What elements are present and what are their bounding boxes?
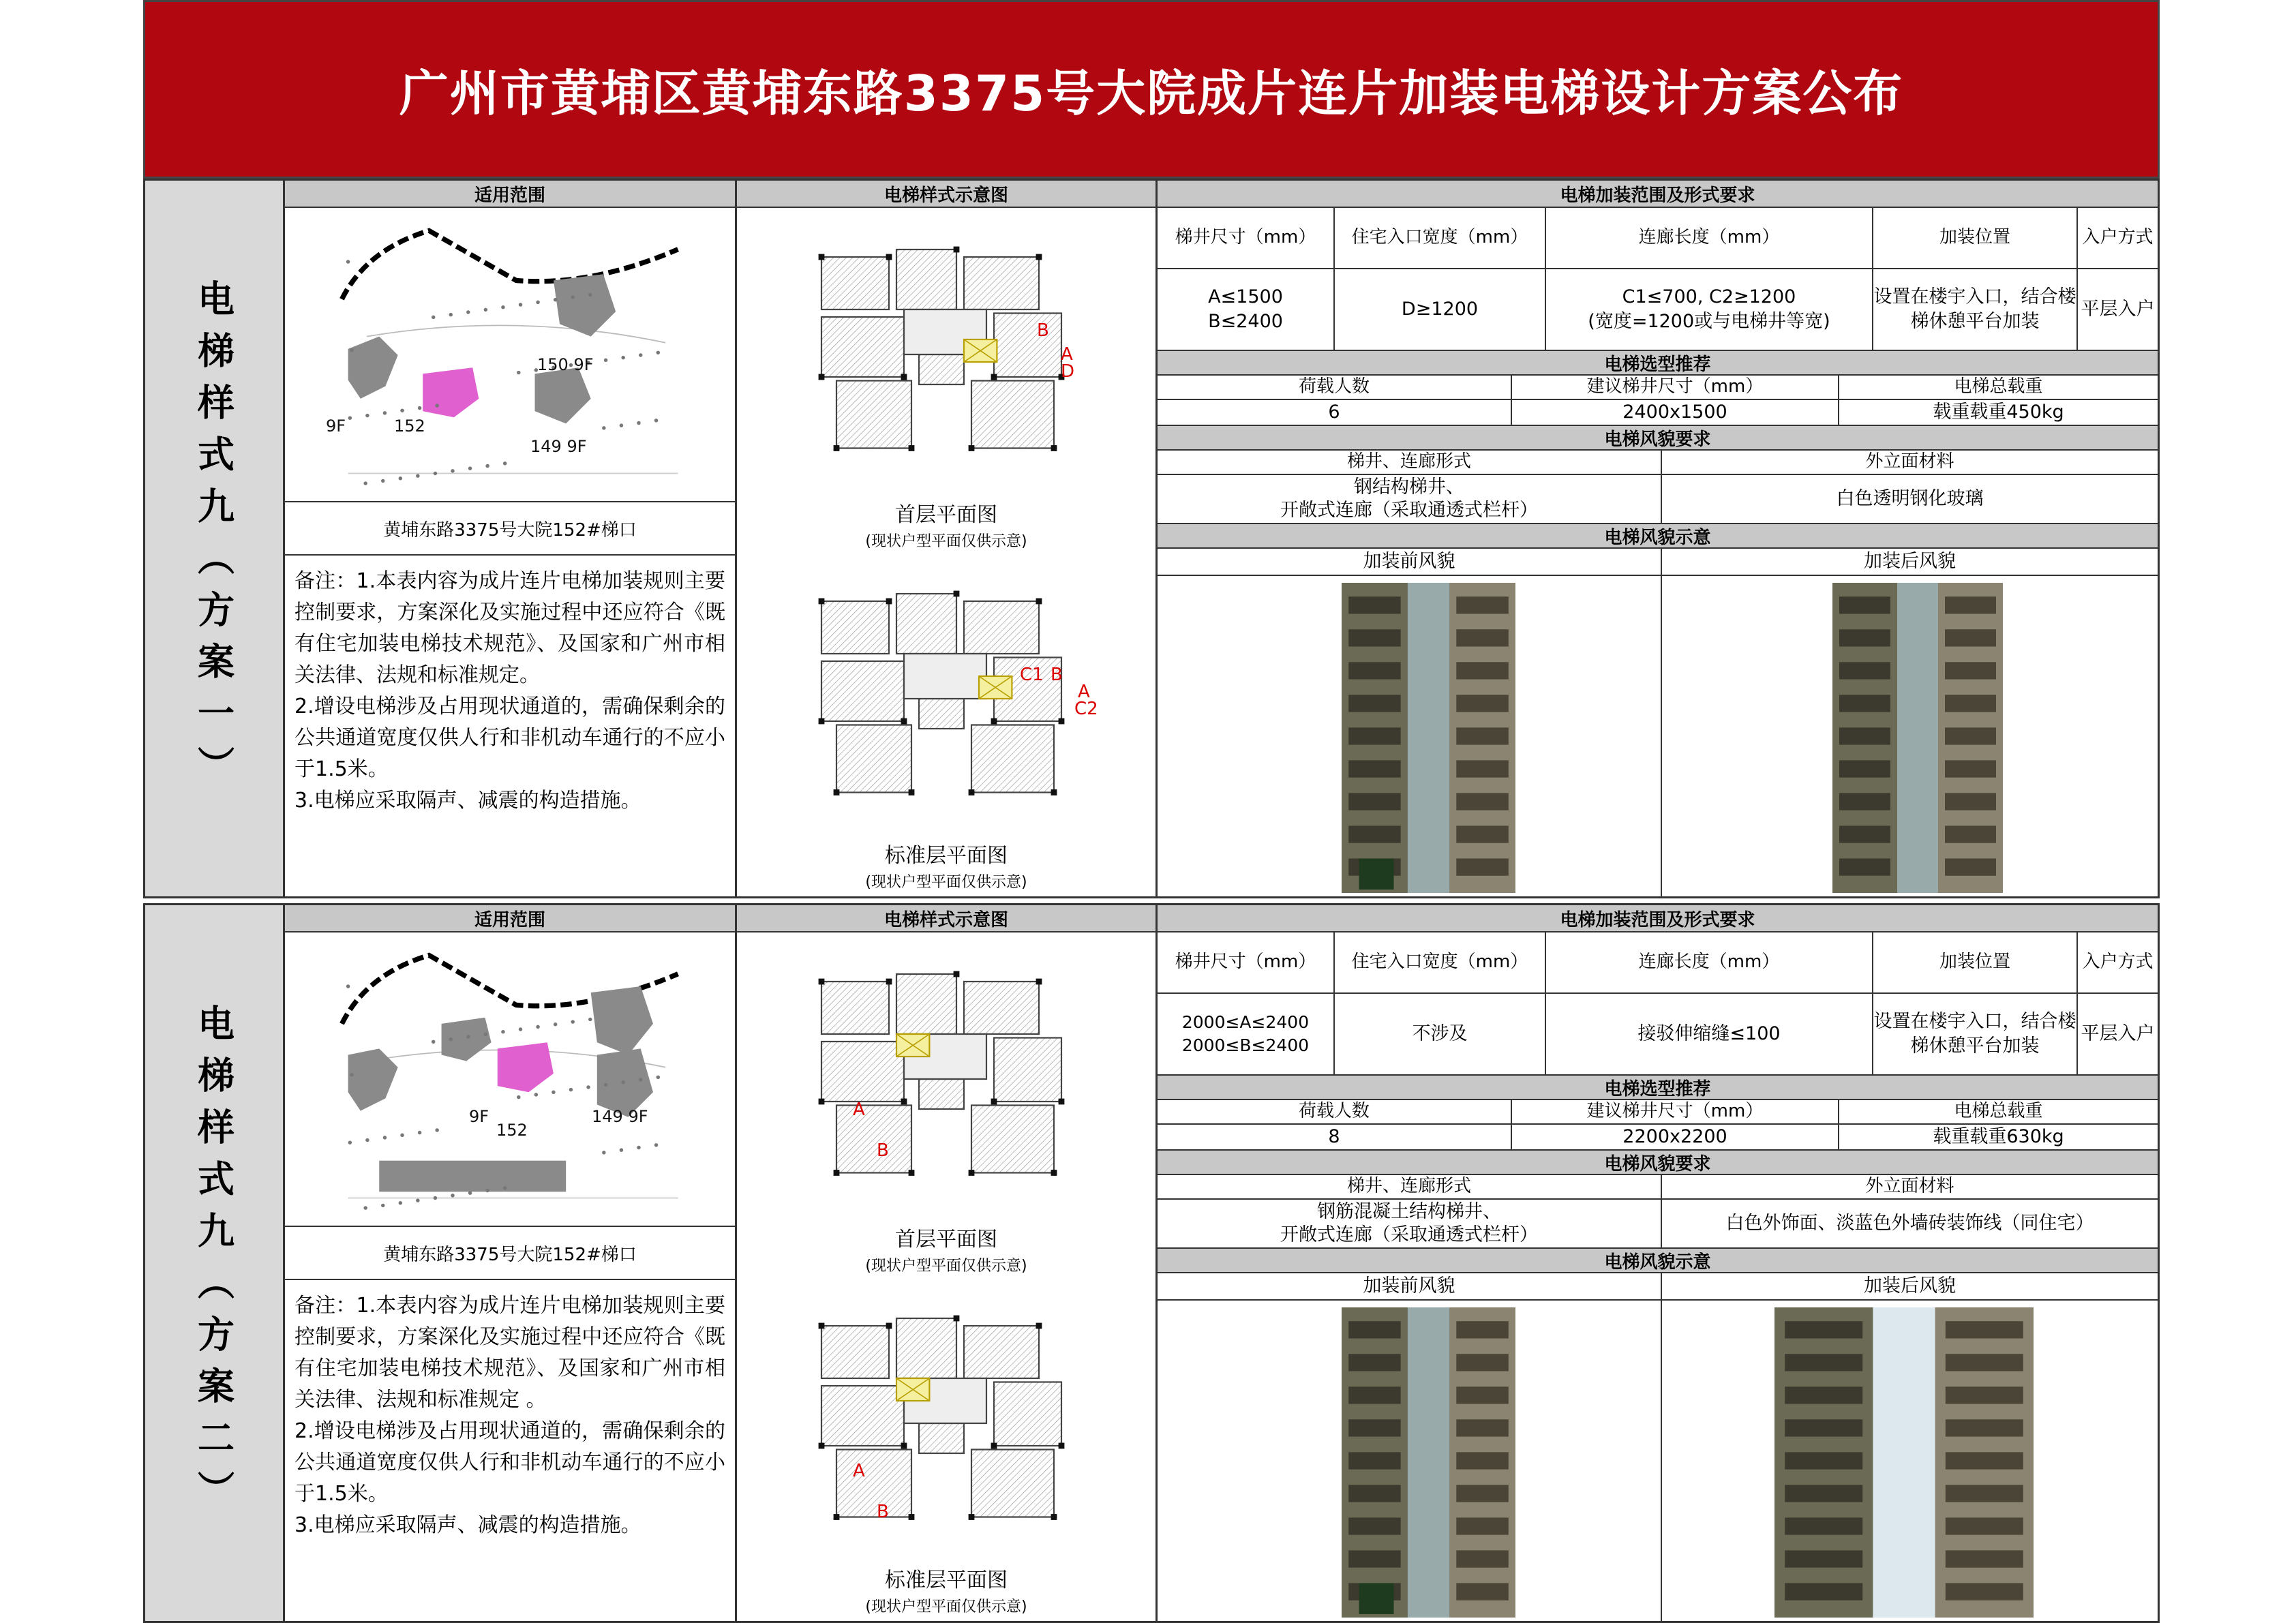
view-photo-cell [1662, 576, 2158, 896]
scope-column [285, 181, 737, 896]
spec-value-cell: D≥1200 [1335, 269, 1546, 351]
diagram-column [737, 905, 1158, 1621]
style-value-cell: 钢结构梯井、 开敞式连廊（采取通透式栏杆） [1158, 475, 1662, 524]
plan2-mark: C1 [1020, 665, 1044, 685]
note-2: 2.增设电梯涉及占用现状通道的，需确保剩余的公共通道宽度仅供人行和非机动车通行的不应小于1.5米。 [294, 695, 725, 781]
diagram-header: 电梯样式示意图 [737, 181, 1155, 208]
title-banner [143, 0, 2160, 179]
note-3: 3.电梯应采取隔声、减震的构造措施。 [294, 789, 641, 813]
spec-value-cell: 平层入户 [2078, 269, 2158, 351]
building-label: 150 9F [537, 355, 594, 374]
notes-block [285, 1284, 735, 1618]
note-2: 2.增设电梯涉及占用现状通道的，需确保剩余的公共通道宽度仅供人行和非机动车通行的不应小于1.5米。 [294, 1419, 725, 1506]
style-title: 电梯风貌要求 [1158, 426, 2158, 451]
plan2-mark: C2 [1074, 699, 1098, 719]
spec-value-cell: 设置在楼宇入口，结合楼梯休憩平台加装 [1873, 269, 2078, 351]
spec-header-cell: 梯井尺寸（mm） [1158, 208, 1335, 269]
plan2-mark: A [853, 1461, 865, 1481]
view-photo-cell [1662, 1301, 2158, 1621]
scope-header: 适用范围 [285, 181, 735, 208]
spec-value-cell: 接驳伸缩缝≤100 [1546, 994, 1873, 1076]
side-label-text: 电梯样式九（方案二） [192, 1004, 236, 1522]
select-title: 电梯选型推荐 [1158, 1076, 2158, 1100]
style-header-cell: 外立面材料 [1662, 451, 2158, 475]
site-plan-map [292, 212, 728, 498]
note-1: 备注：1.本表内容为成片连片电梯加装规则主要控制要求，方案深化及实施过程中还应符合《既有住宅加装电梯技术规范》、及国家和广州市相关法律、法规和标准规定。 [294, 569, 725, 687]
note-3: 3.电梯应采取隔声、减震的构造措施。 [294, 1513, 641, 1537]
scope-header: 适用范围 [285, 905, 735, 932]
select-header-cell: 电梯总载重 [1839, 376, 2158, 400]
view-header-cell: 加装后风貌 [1662, 549, 2158, 576]
plan1-mark: B [877, 1140, 889, 1161]
standard-floor-plan [791, 1287, 1091, 1560]
scheme-side-label [145, 905, 285, 1621]
ground-floor-plan [791, 943, 1091, 1215]
side-label-text: 电梯样式九（方案一） [192, 279, 236, 798]
note-1: 备注：1.本表内容为成片连片电梯加装规则主要控制要求，方案深化及实施过程中还应符合《既有住宅加装电梯技术规范》、及国家和广州市相关法律、法规和标准规定 。 [294, 1294, 725, 1412]
site-caption: 黄埔东路3375号大院152#梯口 [285, 501, 735, 556]
spec-header-cell: 入户方式 [2078, 208, 2158, 269]
after-photo [1832, 583, 2003, 893]
spec-header-cell: 梯井尺寸（mm） [1158, 932, 1335, 994]
scheme-side-label [145, 181, 285, 896]
plan1-mark: A [1061, 344, 1073, 365]
spec-header-cell: 住宅入口宽度（mm） [1335, 208, 1546, 269]
building-label: 9F [326, 416, 346, 436]
plan2-subcaption: (现状户型平面仅供示意) [865, 1598, 1027, 1616]
plan1-mark: D [1061, 361, 1075, 382]
style-header-cell: 梯井、连廊形式 [1158, 1175, 1662, 1200]
page-title: 广州市黄埔区黄埔东路3375号大院成片连片加装电梯设计方案公布 [399, 65, 1904, 122]
style-value-cell: 白色透明钢化玻璃 [1662, 475, 2158, 524]
view-photo-cell [1158, 1301, 1662, 1621]
style-header-cell: 梯井、连廊形式 [1158, 451, 1662, 475]
building-label: 152 [394, 416, 425, 436]
spec-value-cell: C1≤700, C2≥1200 (宽度=1200或与电梯井等宽) [1546, 269, 1873, 351]
view-header-cell: 加装前风貌 [1158, 1273, 1662, 1301]
view-header-cell: 加装前风貌 [1158, 549, 1662, 576]
diagram-header: 电梯样式示意图 [737, 905, 1155, 932]
spec-header-cell: 连廊长度（mm） [1546, 208, 1873, 269]
requirements-header: 电梯加装范围及形式要求 [1158, 181, 2158, 208]
diagram-column [737, 181, 1158, 896]
select-value-cell: 2200x2200 [1512, 1125, 1839, 1151]
building-label: 152 [496, 1121, 528, 1140]
plan1-subcaption: (现状户型平面仅供示意) [865, 533, 1027, 550]
spec-header-cell: 加装位置 [1873, 208, 2078, 269]
building-label: 149 9F [530, 437, 587, 456]
style-value-cell: 白色外饰面、淡蓝色外墙砖装饰线（同住宅） [1662, 1200, 2158, 1249]
after-photo [1774, 1307, 2034, 1618]
view-header-cell: 加装后风貌 [1662, 1273, 2158, 1301]
plan1-caption: 首层平面图 [895, 503, 997, 527]
spec-value-cell: 设置在楼宇入口，结合楼梯休憩平台加装 [1873, 994, 2078, 1076]
select-value-cell: 载重载重630kg [1839, 1125, 2158, 1151]
spec-header-cell: 入户方式 [2078, 932, 2158, 994]
spec-header-cell: 住宅入口宽度（mm） [1335, 932, 1546, 994]
before-photo [1342, 583, 1515, 893]
style-header-cell: 外立面材料 [1662, 1175, 2158, 1200]
standard-floor-plan [791, 562, 1091, 835]
style-title: 电梯风貌要求 [1158, 1151, 2158, 1175]
select-header-cell: 建议梯井尺寸（mm） [1512, 376, 1839, 400]
ground-floor-plan [791, 218, 1091, 491]
plan2-caption: 标准层平面图 [885, 844, 1008, 868]
select-title: 电梯选型推荐 [1158, 351, 2158, 376]
spec-value-cell: A≤1500 B≤2400 [1158, 269, 1335, 351]
select-value-cell: 载重载重450kg [1839, 400, 2158, 426]
view-title: 电梯风貌示意 [1158, 1249, 2158, 1273]
spec-value-cell: 2000≤A≤2400 2000≤B≤2400 [1158, 994, 1335, 1076]
select-value-cell: 6 [1158, 400, 1512, 426]
plan2-mark: B [1051, 665, 1063, 685]
select-value-cell: 8 [1158, 1125, 1512, 1151]
spec-header-cell: 连廊长度（mm） [1546, 932, 1873, 994]
notes-block [285, 559, 735, 893]
view-photo-cell [1158, 576, 1662, 896]
requirements-column [1158, 181, 2158, 896]
site-plan-map [292, 937, 728, 1223]
plan1-caption: 首层平面图 [895, 1228, 997, 1252]
view-title: 电梯风貌示意 [1158, 524, 2158, 549]
select-header-cell: 荷载人数 [1158, 376, 1512, 400]
select-header-cell: 建议梯井尺寸（mm） [1512, 1100, 1839, 1125]
select-value-cell: 2400x1500 [1512, 400, 1839, 426]
select-header-cell: 荷载人数 [1158, 1100, 1512, 1125]
plan2-subcaption: (现状户型平面仅供示意) [865, 874, 1027, 891]
requirements-column [1158, 905, 2158, 1621]
plan1-mark: A [853, 1099, 865, 1120]
plan2-mark: A [1078, 682, 1090, 702]
style-value-cell: 钢筋混凝土结构梯井、 开敞式连廊（采取通透式栏杆） [1158, 1200, 1662, 1249]
requirements-header: 电梯加装范围及形式要求 [1158, 905, 2158, 932]
building-label: 9F [469, 1107, 489, 1126]
scheme-panel-1 [143, 179, 2160, 898]
select-header-cell: 电梯总载重 [1839, 1100, 2158, 1125]
scheme-panel-2 [143, 903, 2160, 1623]
spec-header-cell: 加装位置 [1873, 932, 2078, 994]
site-caption: 黄埔东路3375号大院152#梯口 [285, 1226, 735, 1280]
spec-value-cell: 不涉及 [1335, 994, 1546, 1076]
plan2-mark: B [877, 1502, 889, 1522]
plan2-caption: 标准层平面图 [885, 1568, 1008, 1592]
plan1-mark: B [1037, 320, 1049, 341]
spec-value-cell: 平层入户 [2078, 994, 2158, 1076]
building-label: 149 9F [592, 1107, 648, 1126]
plan1-subcaption: (现状户型平面仅供示意) [865, 1258, 1027, 1275]
scope-column [285, 905, 737, 1621]
before-photo [1342, 1307, 1515, 1618]
